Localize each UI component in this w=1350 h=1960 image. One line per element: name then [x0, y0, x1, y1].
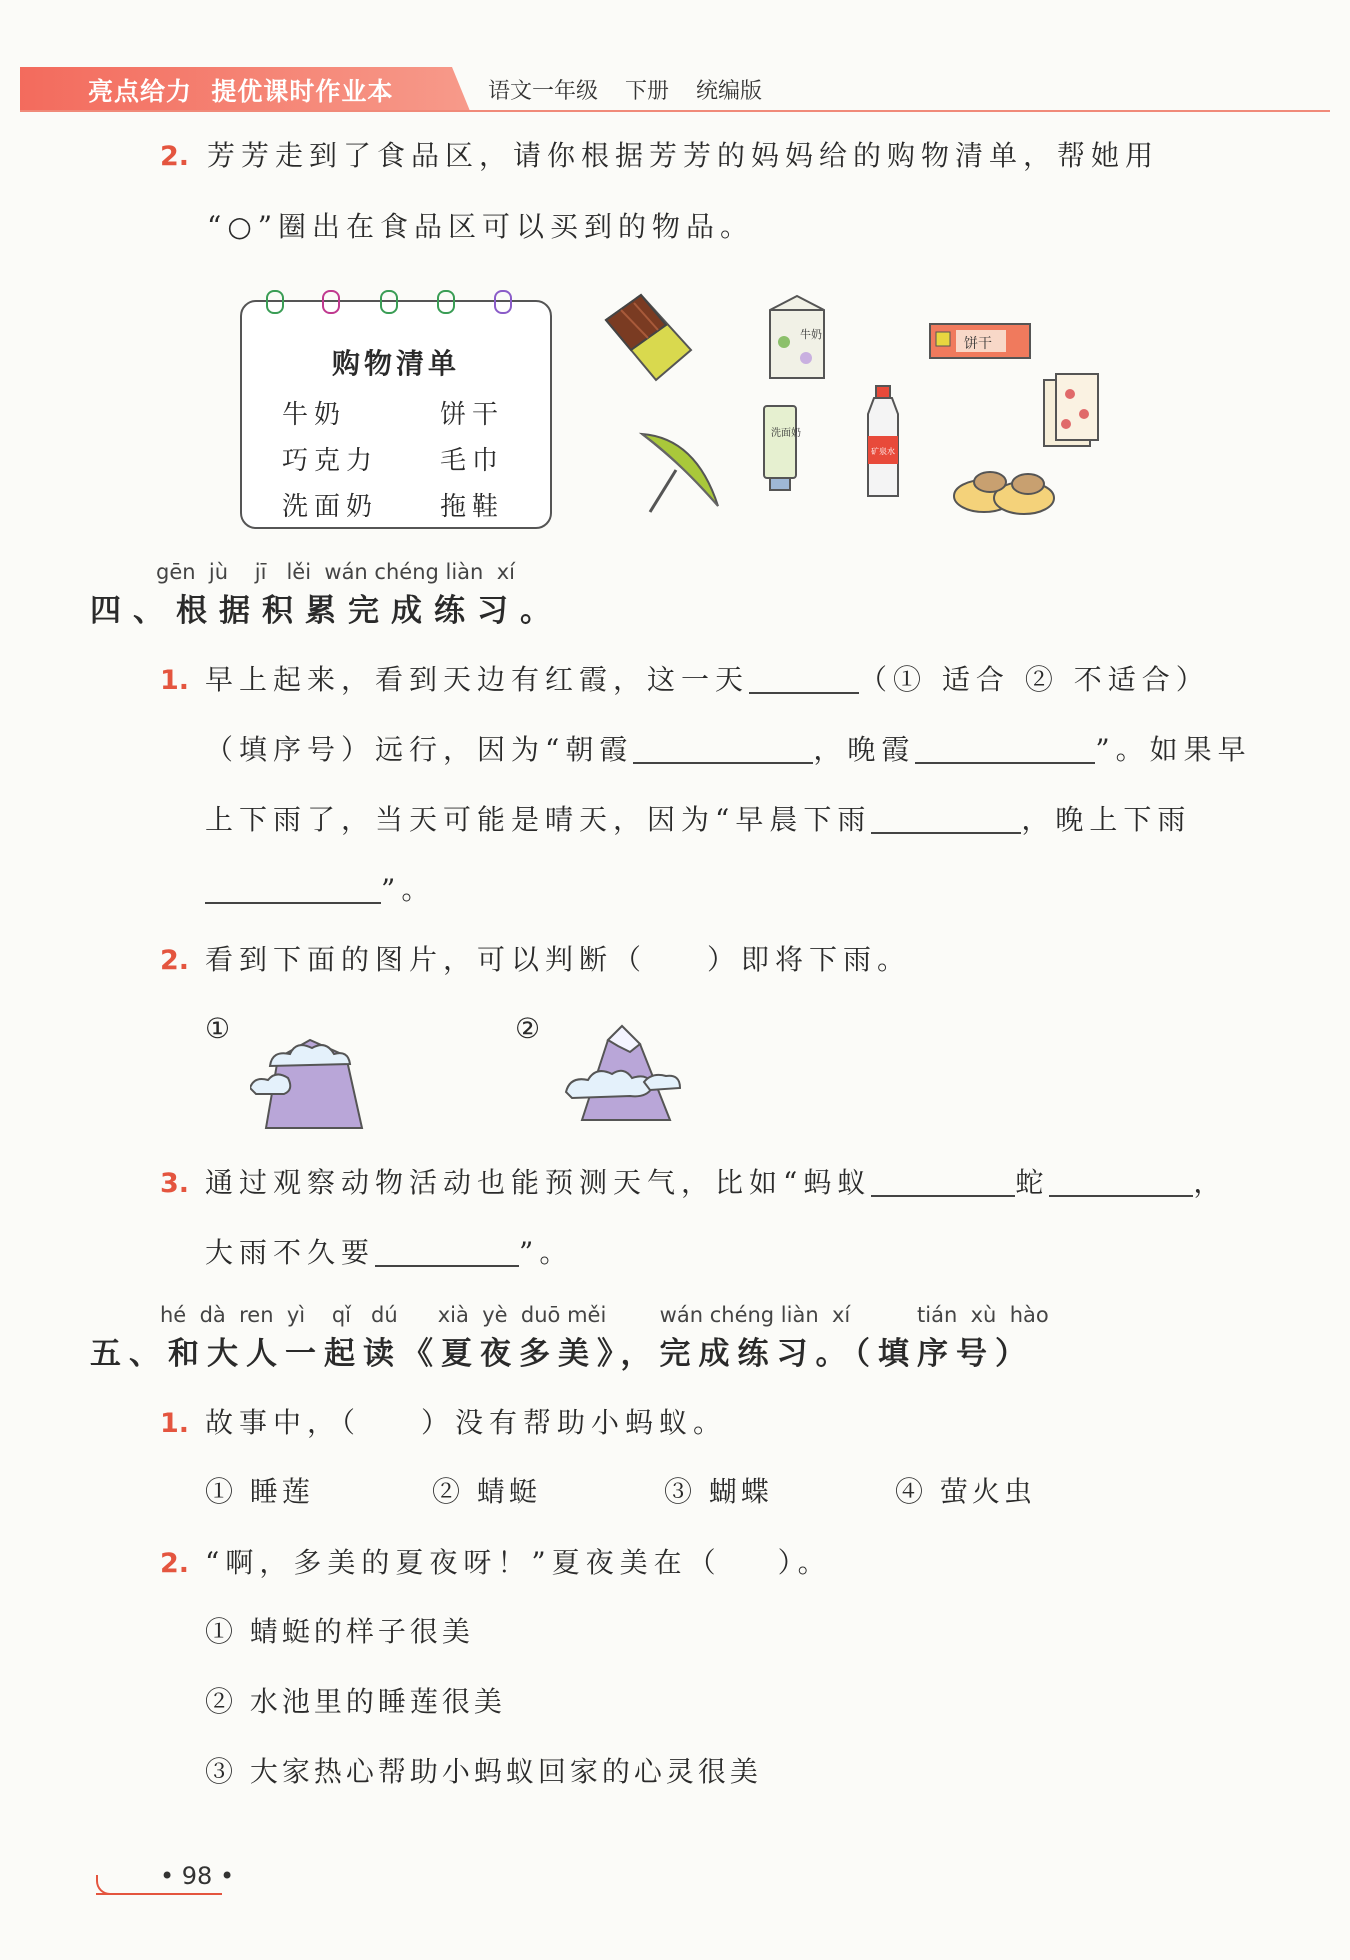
s4q2-text: ）即将下雨。 — [707, 943, 912, 976]
option-item[interactable]: ② 蜻蜓 — [432, 1475, 541, 1508]
s4q3-text: ， — [1193, 1166, 1228, 1199]
s4q1-line4 — [205, 873, 436, 906]
s4q2-line — [205, 943, 912, 976]
answer-blank[interactable] — [633, 738, 813, 764]
s4q1-line2 — [205, 733, 1252, 766]
book-title: 亮点给力 提优课时作业本 — [88, 77, 394, 106]
s5q1-text: 故事中，（ — [205, 1406, 362, 1439]
s5q1-line — [205, 1406, 728, 1439]
s5q2-text: “啊，多美的夏夜呀！”夏夜美在（ — [205, 1546, 722, 1579]
binder-ring — [266, 290, 284, 314]
option-item[interactable]: ① 睡莲 — [205, 1475, 314, 1508]
shopping-question-line2: “○”圈出在食品区可以买到的物品。 — [207, 210, 755, 243]
answer-blank[interactable] — [375, 1241, 519, 1267]
s4q3-text: 大雨不久要 — [205, 1236, 376, 1269]
s4q3-line1 — [205, 1166, 1228, 1199]
milk-label: 牛奶 — [800, 328, 822, 341]
s4q1-options: （① 适合 ② 不适合） — [859, 663, 1210, 696]
footer-ornament — [96, 1875, 132, 1895]
s4q3-text: 蛇 — [1015, 1166, 1050, 1199]
s4q1-text: ”。 — [381, 873, 436, 906]
answer-blank[interactable] — [1049, 1171, 1193, 1197]
option-item[interactable]: ④ 萤火虫 — [895, 1475, 1036, 1508]
s4q1-text: ，晚上下雨 — [1021, 803, 1192, 836]
s5q2-line — [205, 1546, 832, 1579]
option-item[interactable]: ① 蜻蜓的样子很美 — [205, 1615, 474, 1648]
shopping-question — [160, 141, 189, 172]
volume: 下册 — [625, 79, 670, 104]
option-marker-1[interactable]: ① — [205, 1012, 235, 1045]
shopping-question-line1: 芳芳走到了食品区，请你根据芳芳的妈妈给的购物清单，帮她用 — [207, 139, 1160, 172]
question-number: 1. — [160, 1408, 190, 1439]
list-item: 毛巾 — [440, 446, 505, 476]
section4-title: 四、根据积累完成练习。 — [90, 593, 563, 629]
binder-ring — [322, 290, 340, 314]
option-item[interactable]: ② 水池里的睡莲很美 — [205, 1685, 506, 1718]
question-number: 1. — [160, 665, 190, 696]
water-bottle-icon[interactable] — [862, 384, 904, 502]
s4q1-text: ，晚霞 — [813, 733, 916, 766]
cleanser-tube-icon[interactable] — [758, 402, 804, 494]
mountain-clouds-bottom-icon[interactable] — [560, 1010, 690, 1130]
book-info — [488, 74, 762, 105]
s4q1-line1 — [205, 663, 1210, 696]
subject: 语文一年级 — [488, 79, 599, 104]
water-label: 矿泉水 — [871, 447, 895, 456]
shopping-list-card — [240, 300, 552, 529]
section5-title: 五、和大人一起读《夏夜多美》，完成练习。（填序号） — [90, 1336, 1034, 1372]
biscuit-label: 饼干 — [964, 336, 992, 352]
s4q1-line3 — [205, 803, 1192, 836]
question-number: 2. — [160, 1548, 190, 1579]
answer-blank[interactable] — [749, 668, 859, 694]
list-item: 饼干 — [440, 400, 505, 430]
option-item[interactable]: ③ 蝴蝶 — [664, 1475, 773, 1508]
s4q1-text: （填序号）远行，因为“朝霞 — [205, 733, 634, 766]
chocolate-icon[interactable] — [596, 290, 706, 390]
section4-pinyin: gēn jù jī lěi wán chéng liàn xí — [156, 560, 515, 584]
cleanser-label: 洗面奶 — [771, 428, 801, 439]
umbrella-icon[interactable] — [636, 428, 726, 528]
s4q1-text: 早上起来，看到天边有红霞，这一天 — [205, 663, 750, 696]
list-item: 巧克力 — [282, 446, 379, 476]
s5q1-text: ）没有帮助小蚂蚁。 — [421, 1406, 728, 1439]
milk-carton-icon[interactable] — [762, 292, 832, 384]
question-number: 2. — [160, 945, 190, 976]
page-number: • 98 • — [160, 1862, 235, 1890]
towel-icon[interactable] — [1036, 370, 1106, 456]
answer-blank[interactable] — [915, 738, 1095, 764]
option-marker-2[interactable]: ② — [515, 1012, 545, 1045]
shopping-list-title: 购物清单 — [331, 347, 460, 380]
binder-ring — [437, 290, 455, 314]
s4q3-line2 — [205, 1236, 574, 1269]
binder-ring — [380, 290, 398, 314]
binder-ring — [494, 290, 512, 314]
footer-underline — [96, 1893, 222, 1895]
list-item: 洗面奶 — [282, 492, 379, 522]
answer-blank[interactable] — [871, 1171, 1015, 1197]
question-number: 3. — [160, 1168, 190, 1199]
s4q1-text: ”。如果早 — [1095, 733, 1252, 766]
biscuit-box-icon[interactable] — [926, 318, 1036, 364]
question-number: 2. — [160, 141, 190, 172]
mountain-clouds-top-icon[interactable] — [250, 1010, 375, 1130]
header-divider — [20, 110, 1330, 112]
s4q3-text: 通过观察动物活动也能预测天气，比如“蚂蚁 — [205, 1166, 872, 1199]
section5-pinyin: hé dà ren yì qǐ dú xià yè duō měi wán chéng liàn xí tián xù hào — [160, 1303, 1049, 1327]
slippers-icon[interactable] — [950, 458, 1060, 520]
s4q1-text: 上下雨了，当天可能是晴天，因为“早晨下雨 — [205, 803, 872, 836]
s5q2-text: ）。 — [777, 1546, 832, 1579]
list-item: 牛奶 — [282, 400, 347, 430]
answer-blank[interactable] — [871, 808, 1021, 834]
option-item[interactable]: ③ 大家热心帮助小蚂蚁回家的心灵很美 — [205, 1755, 762, 1788]
list-item: 拖鞋 — [440, 492, 505, 522]
answer-blank[interactable] — [205, 878, 381, 904]
s4q3-text: ”。 — [519, 1236, 574, 1269]
s4q2-text: 看到下面的图片，可以判断（ — [205, 943, 648, 976]
edition: 统编版 — [696, 79, 763, 104]
